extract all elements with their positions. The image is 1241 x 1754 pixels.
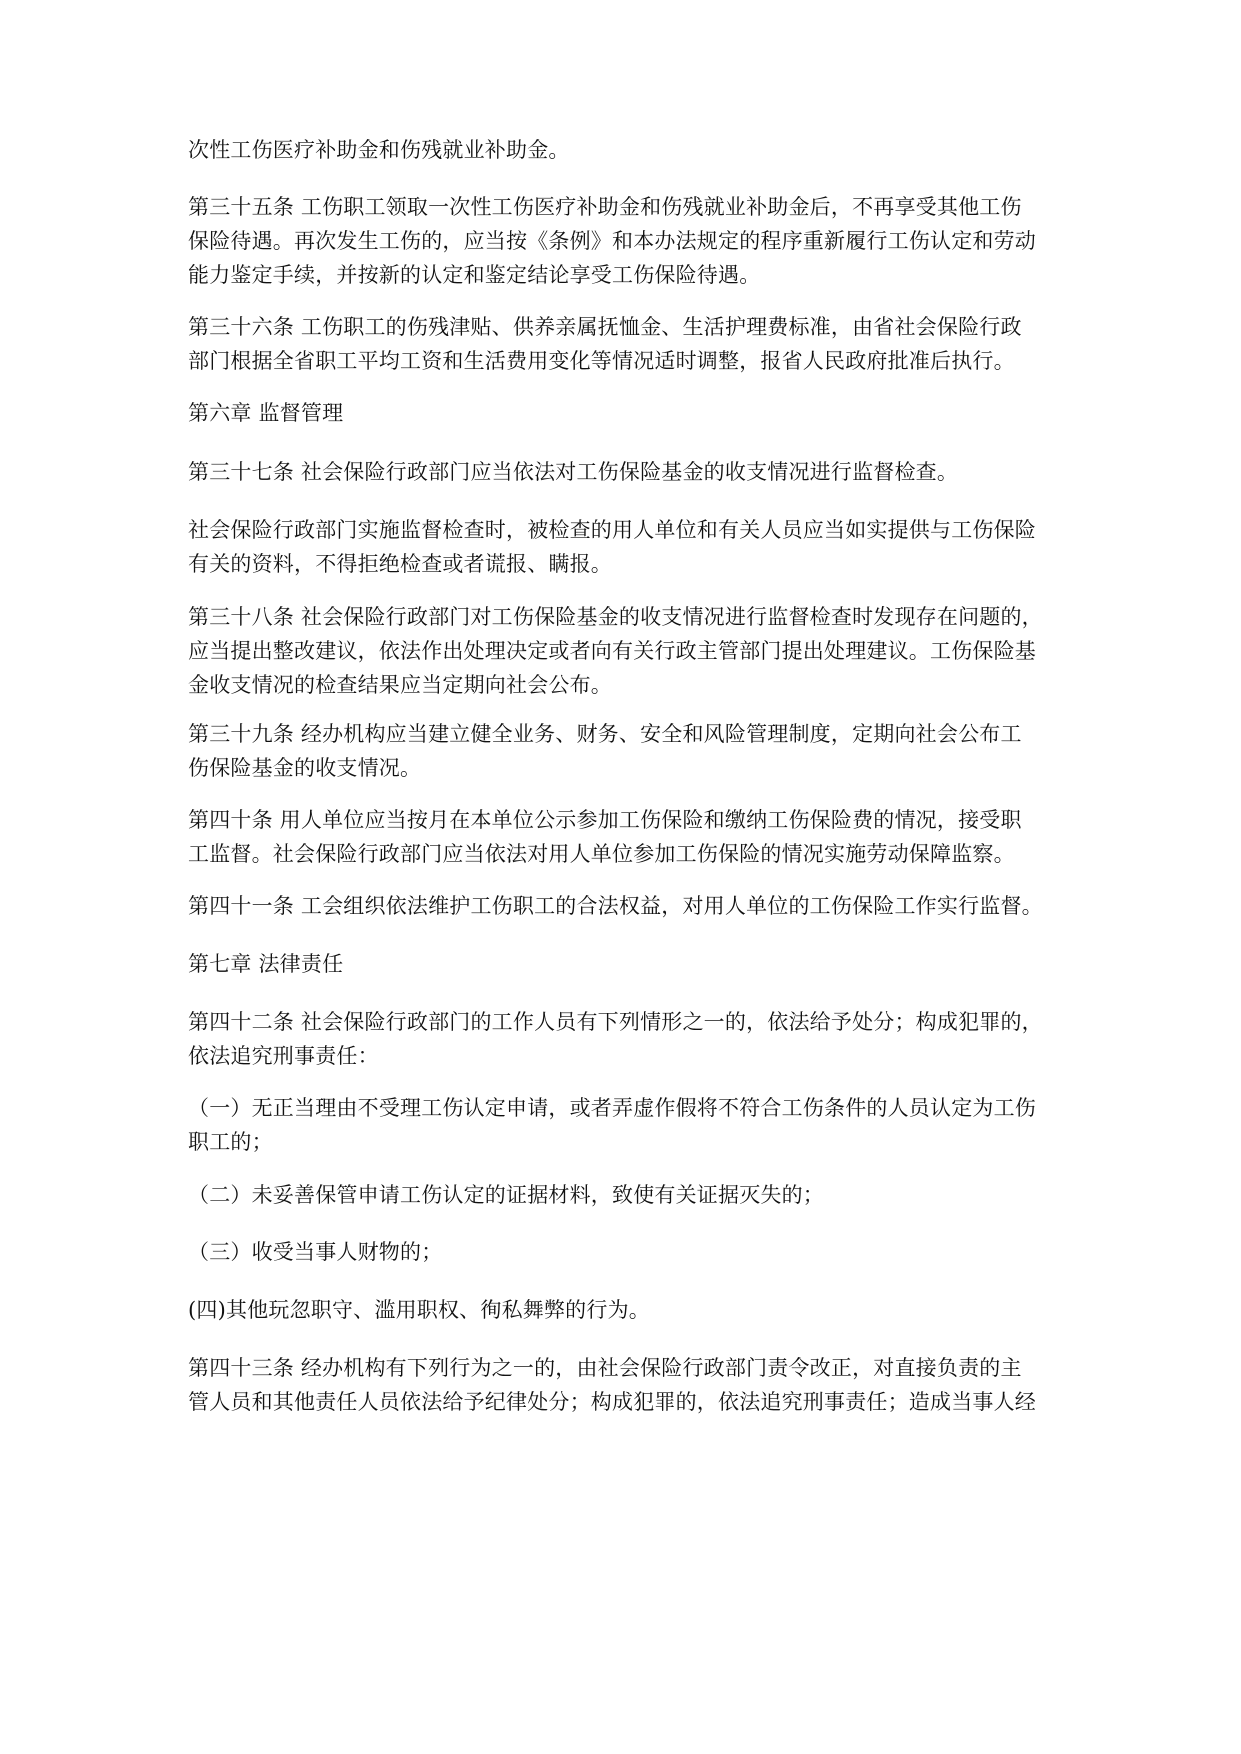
text-line: （三）收受当事人财物的；	[188, 1240, 443, 1264]
text-line: 第七章 法律责任	[188, 952, 344, 976]
text-line: 第三十五条 工伤职工领取一次性工伤医疗补助金和伤残就业补助金后，不再享受其他工伤	[188, 195, 1022, 219]
article-41	[188, 889, 1068, 923]
article-37-paragraph-2	[188, 513, 1068, 581]
article-35	[188, 190, 1068, 292]
article-36	[188, 310, 1068, 378]
text-line: （二）未妥善保管申请工伤认定的证据材料，致使有关证据灭失的；	[188, 1183, 824, 1207]
text-line: 保险待遇。再次发生工伤的，应当按《条例》和本办法规定的程序重新履行工伤认定和劳动	[188, 229, 1036, 253]
chapter-6-heading	[188, 396, 1068, 430]
text-line: 社会保险行政部门实施监督检查时，被检查的用人单位和有关人员应当如实提供与工伤保险	[188, 518, 1036, 542]
text-line: 次性工伤医疗补助金和伤残就业补助金。	[188, 138, 570, 162]
text-line: 第三十八条 社会保险行政部门对工伤保险基金的收支情况进行监督检查时发现存在问题的，	[188, 605, 1043, 629]
article-37	[188, 455, 1068, 489]
text-line: 工监督。社会保险行政部门应当依法对用人单位参加工伤保险的情况实施劳动保障监察。	[188, 842, 1015, 866]
text-line: 第三十六条 工伤职工的伤残津贴、供养亲属抚恤金、生活护理费标准，由省社会保险行政	[188, 315, 1022, 339]
text-line: 第六章 监督管理	[188, 401, 344, 425]
text-line: （一）无正当理由不受理工伤认定申请，或者弄虚作假将不符合工伤条件的人员认定为工伤	[188, 1096, 1036, 1120]
document-page	[188, 0, 1068, 1754]
article-42-item-2	[188, 1178, 1068, 1212]
text-line: 能力鉴定手续，并按新的认定和鉴定结论享受工伤保险待遇。	[188, 263, 761, 287]
text-line: 金收支情况的检查结果应当定期向社会公布。	[188, 673, 612, 697]
chapter-7-heading	[188, 947, 1068, 981]
text-line: 第四十一条 工会组织依法维护工伤职工的合法权益，对用人单位的工伤保险工作实行监督。	[188, 894, 1043, 918]
text-line: 职工的；	[188, 1130, 273, 1154]
text-line: 依法追究刑事责任：	[188, 1044, 379, 1068]
text-line: 第四十二条 社会保险行政部门的工作人员有下列情形之一的，依法给予处分；构成犯罪的，	[188, 1010, 1043, 1034]
text-line: 管人员和其他责任人员依法给予纪律处分；构成犯罪的，依法追究刑事责任；造成当事人经	[188, 1390, 1036, 1414]
text-line: 应当提出整改建议，依法作出处理决定或者向有关行政主管部门提出处理建议。工伤保险基	[188, 639, 1036, 663]
article-39	[188, 717, 1068, 785]
text-line: 第四十条 用人单位应当按月在本单位公示参加工伤保险和缴纳工伤保险费的情况，接受职	[188, 808, 1022, 832]
article-42-item-4	[188, 1293, 1068, 1327]
article-38	[188, 600, 1068, 702]
text-line: 部门根据全省职工平均工资和生活费用变化等情况适时调整，报省人民政府批准后执行。	[188, 349, 1015, 373]
paragraph-intro-tail	[188, 133, 1068, 167]
text-line: 第三十七条 社会保险行政部门应当依法对工伤保险基金的收支情况进行监督检查。	[188, 460, 959, 484]
text-line: 有关的资料，不得拒绝检查或者谎报、瞒报。	[188, 552, 612, 576]
article-42	[188, 1005, 1068, 1073]
article-42-item-1	[188, 1091, 1068, 1159]
article-40	[188, 803, 1068, 871]
text-line: (四)其他玩忽职守、滥用职权、徇私舞弊的行为。	[188, 1298, 650, 1322]
text-line: 第四十三条 经办机构有下列行为之一的，由社会保险行政部门责令改正，对直接负责的主	[188, 1356, 1022, 1380]
text-line: 伤保险基金的收支情况。	[188, 756, 422, 780]
article-42-item-3	[188, 1235, 1068, 1269]
text-line: 第三十九条 经办机构应当建立健全业务、财务、安全和风险管理制度，定期向社会公布工	[188, 722, 1022, 746]
article-43	[188, 1351, 1068, 1419]
